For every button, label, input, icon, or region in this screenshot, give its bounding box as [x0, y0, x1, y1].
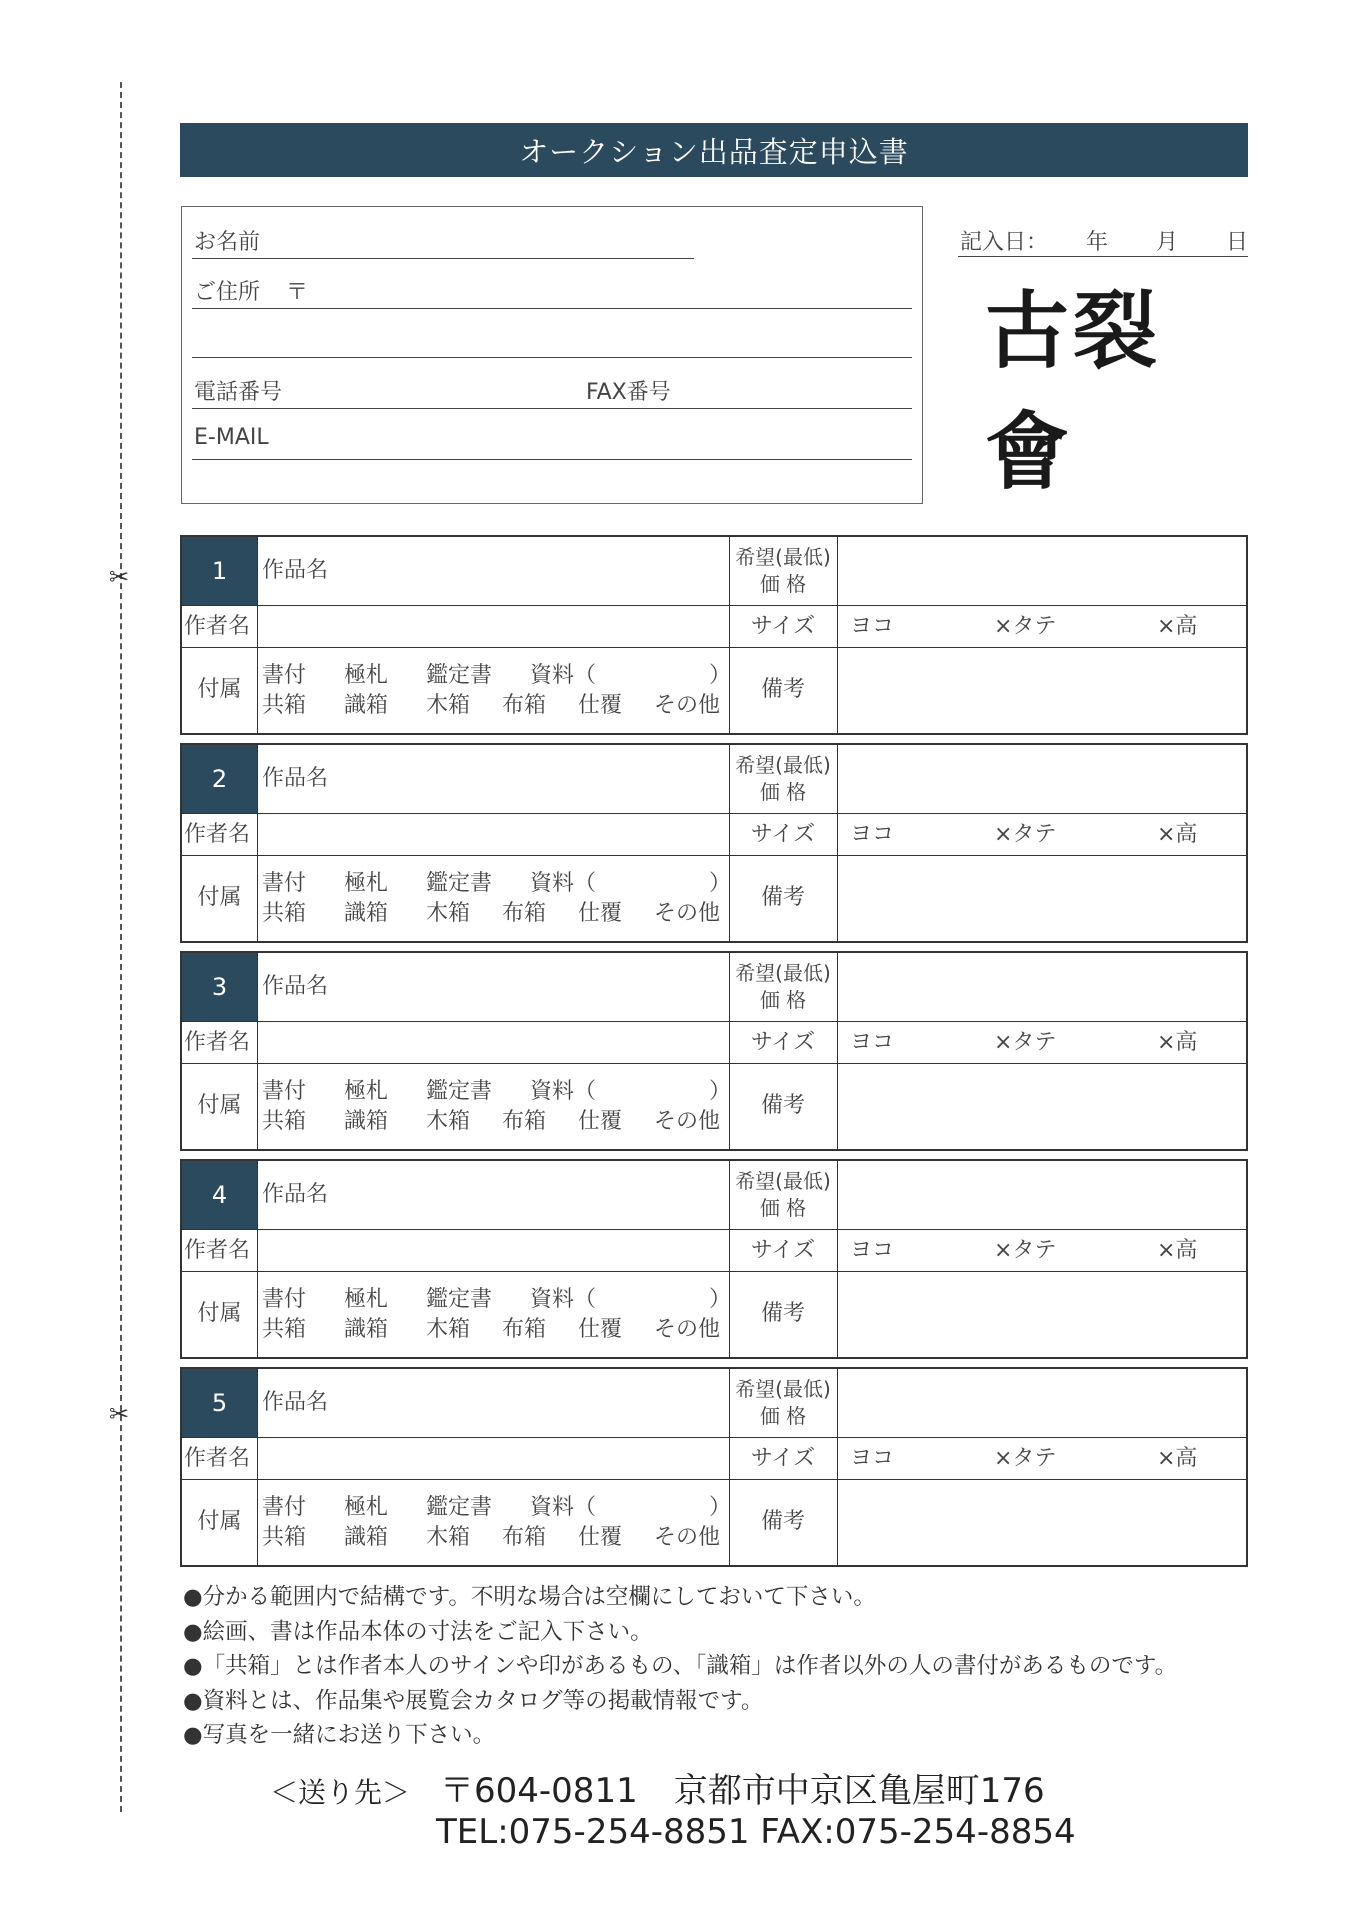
acc-shikibako[interactable]: 識箱 [344, 1525, 389, 1550]
note-item: ●「共箱」とは作者本人のサインや印があるもの、「識箱」は作者以外の人の書付があるものです。 [183, 1653, 1178, 1679]
acc-other[interactable]: その他 [654, 1525, 721, 1550]
acc-kanteisho[interactable]: 鑑定書 [426, 1079, 493, 1104]
item-block-5 [180, 1367, 1248, 1567]
remarks-field[interactable] [839, 856, 1246, 941]
author-field[interactable] [260, 1230, 727, 1270]
price-label-line1: 希望(最低) [735, 1169, 831, 1193]
divider [837, 745, 838, 941]
note-item: ●資料とは、作品集や展覧会カタログ等の掲載情報です。 [183, 1687, 764, 1714]
size-height-label[interactable]: ×タテ [994, 822, 1057, 847]
send-to-street: 京都市中京区亀屋町176 [673, 1771, 1045, 1811]
item-block-2 [180, 743, 1248, 943]
note-item: ●分かる範囲内で結構です。不明な場合は空欄にしておいて下さい。 [183, 1584, 876, 1610]
size-width-label[interactable]: ヨコ [850, 1446, 895, 1471]
email-field[interactable] [192, 459, 912, 460]
remarks-label: 備考 [760, 1093, 805, 1118]
acc-shiryo-close: ） [709, 1287, 732, 1312]
address-label: ご住所 [194, 280, 261, 305]
acc-kakitsuke[interactable]: 書付 [262, 1079, 307, 1104]
remarks-field[interactable] [839, 1480, 1246, 1565]
acc-shiryo[interactable]: 資料（ [530, 871, 597, 896]
acc-kiwamefuda[interactable]: 極札 [344, 663, 389, 688]
form-title: オークション出品査定申込書 [180, 123, 1248, 177]
phone-label: 電話番号 [194, 380, 283, 405]
acc-shiryo[interactable]: 資料（ [530, 1079, 597, 1104]
author-field[interactable] [260, 1438, 727, 1478]
acc-shiryo[interactable]: 資料（ [530, 1495, 597, 1520]
scissors-icon: ✂ [109, 1400, 130, 1428]
date-label: 記入日： [960, 230, 1049, 255]
size-height-label[interactable]: ×タテ [994, 1030, 1057, 1055]
divider [257, 1161, 258, 1357]
divider [257, 1369, 258, 1565]
divider [837, 537, 838, 733]
attached-label: 付属 [197, 1301, 242, 1326]
author-field[interactable] [260, 1022, 727, 1062]
divider [257, 953, 258, 1149]
size-width-label[interactable]: ヨコ [850, 1238, 895, 1263]
size-depth-label[interactable]: ×高 [1157, 1030, 1198, 1055]
acc-shiryo-close: ） [709, 871, 732, 896]
acc-nunobako[interactable]: 布箱 [502, 901, 547, 926]
acc-kanteisho[interactable]: 鑑定書 [426, 871, 493, 896]
work-name-field[interactable] [260, 537, 727, 605]
acc-tomobako[interactable]: 共箱 [262, 1109, 307, 1134]
price-field[interactable] [839, 745, 1246, 813]
item-number: 1 [182, 537, 257, 605]
note-item: ●絵画、書は作品本体の寸法をご記入下さい。 [183, 1618, 653, 1645]
price-field[interactable] [839, 1161, 1246, 1229]
author-field[interactable] [260, 606, 727, 646]
acc-shiryo-close: ） [709, 1495, 732, 1520]
attached-label: 付属 [197, 885, 242, 910]
price-label-line2: 価 格 [759, 1404, 807, 1428]
remarks-field[interactable] [839, 1272, 1246, 1357]
item-block-1 [180, 535, 1248, 735]
divider [837, 1161, 838, 1357]
acc-tomobako[interactable]: 共箱 [262, 693, 307, 718]
work-name-label: 作品名 [262, 1390, 329, 1415]
acc-kibako[interactable]: 木箱 [426, 1109, 471, 1134]
author-label: 作者名 [184, 614, 251, 639]
author-field[interactable] [260, 814, 727, 854]
size-label: サイズ [750, 614, 816, 639]
cut-line [120, 82, 122, 1812]
work-name-field[interactable] [260, 1369, 727, 1437]
price-label-line2: 価 格 [759, 780, 807, 804]
size-label: サイズ [750, 822, 816, 847]
acc-shikibako[interactable]: 識箱 [344, 901, 389, 926]
item-block-3 [180, 951, 1248, 1151]
email-label: E-MAIL [194, 425, 269, 450]
item-number: 4 [182, 1161, 257, 1229]
acc-kakitsuke[interactable]: 書付 [262, 871, 307, 896]
item-number: 5 [182, 1369, 257, 1437]
size-height-label[interactable]: ×タテ [994, 1238, 1057, 1263]
acc-kiwamefuda[interactable]: 極札 [344, 1079, 389, 1104]
size-label: サイズ [750, 1446, 816, 1471]
acc-kakitsuke[interactable]: 書付 [262, 1495, 307, 1520]
date-year: 年 [1086, 230, 1109, 255]
price-label-line1: 希望(最低) [735, 1377, 831, 1401]
address-field-2[interactable] [192, 357, 912, 358]
size-width-label[interactable]: ヨコ [850, 822, 895, 847]
phone-fax-field[interactable] [192, 408, 912, 409]
date-month: 月 [1156, 230, 1179, 255]
acc-kanteisho[interactable]: 鑑定書 [426, 663, 493, 688]
notes [183, 1580, 1253, 1753]
work-name-field[interactable] [260, 745, 727, 813]
work-name-field[interactable] [260, 953, 727, 1021]
address-field-1[interactable] [192, 308, 912, 309]
author-label: 作者名 [184, 1446, 251, 1471]
note-item: ●写真を一緒にお送り下さい。 [183, 1722, 496, 1748]
attached-label: 付属 [197, 677, 242, 702]
acc-kanteisho[interactable]: 鑑定書 [426, 1495, 493, 1520]
divider [837, 1369, 838, 1565]
size-depth-label[interactable]: ×高 [1157, 1446, 1198, 1471]
postal-mark: 〒 [286, 280, 309, 305]
acc-shifuku[interactable]: 仕覆 [578, 1317, 623, 1342]
attached-label: 付属 [197, 1093, 242, 1118]
work-name-field[interactable] [260, 1161, 727, 1229]
acc-tomobako[interactable]: 共箱 [262, 901, 307, 926]
author-label: 作者名 [184, 1030, 251, 1055]
price-label-line2: 価 格 [759, 1196, 807, 1220]
logo: 古裂會 [985, 281, 1162, 501]
size-label: サイズ [750, 1030, 816, 1055]
price-label-line2: 価 格 [759, 988, 807, 1012]
item-block-4 [180, 1159, 1248, 1359]
fax-label: FAX番号 [586, 380, 671, 405]
item-number: 2 [182, 745, 257, 813]
price-label-line1: 希望(最低) [735, 545, 831, 569]
send-to-postal: 〒604-0811 [440, 1771, 638, 1811]
remarks-label: 備考 [760, 677, 805, 702]
acc-other[interactable]: その他 [654, 693, 721, 718]
size-width-label[interactable]: ヨコ [850, 1030, 895, 1055]
acc-shiryo[interactable]: 資料（ [530, 663, 597, 688]
author-label: 作者名 [184, 1238, 251, 1263]
size-width-label[interactable]: ヨコ [850, 614, 895, 639]
date-field[interactable] [958, 225, 1248, 257]
acc-kibako[interactable]: 木箱 [426, 1317, 471, 1342]
acc-other[interactable]: その他 [654, 1317, 721, 1342]
acc-kibako[interactable]: 木箱 [426, 1525, 471, 1550]
acc-shikibako[interactable]: 識箱 [344, 693, 389, 718]
size-height-label[interactable]: ×タテ [994, 614, 1057, 639]
scissors-icon: ✂ [109, 563, 130, 591]
remarks-field[interactable] [839, 1064, 1246, 1149]
remarks-field[interactable] [839, 648, 1246, 733]
acc-shiryo-close: ） [709, 1079, 732, 1104]
acc-other[interactable]: その他 [654, 1109, 721, 1134]
price-label-line2: 価 格 [759, 572, 807, 596]
date-day: 日 [1226, 230, 1249, 255]
work-name-label: 作品名 [262, 766, 329, 791]
acc-kiwamefuda[interactable]: 極札 [344, 1287, 389, 1312]
send-to-address [270, 1763, 1045, 1812]
work-name-label: 作品名 [262, 558, 329, 583]
item-number: 3 [182, 953, 257, 1021]
acc-kiwamefuda[interactable]: 極札 [344, 871, 389, 896]
acc-shikibako[interactable]: 識箱 [344, 1317, 389, 1342]
acc-shifuku[interactable]: 仕覆 [578, 1525, 623, 1550]
acc-other[interactable]: その他 [654, 901, 721, 926]
size-depth-label[interactable]: ×高 [1157, 614, 1198, 639]
divider [837, 953, 838, 1149]
price-label-line1: 希望(最低) [735, 961, 831, 985]
acc-tomobako[interactable]: 共箱 [262, 1525, 307, 1550]
acc-shikibako[interactable]: 識箱 [344, 1109, 389, 1134]
size-depth-label[interactable]: ×高 [1157, 1238, 1198, 1263]
acc-nunobako[interactable]: 布箱 [502, 1525, 547, 1550]
size-label: サイズ [750, 1238, 816, 1263]
acc-shifuku[interactable]: 仕覆 [578, 693, 623, 718]
acc-tomobako[interactable]: 共箱 [262, 1317, 307, 1342]
acc-kakitsuke[interactable]: 書付 [262, 1287, 307, 1312]
acc-nunobako[interactable]: 布箱 [502, 1109, 547, 1134]
acc-shifuku[interactable]: 仕覆 [578, 901, 623, 926]
divider [257, 745, 258, 941]
send-to-contact: TEL:075-254-8851 FAX:075-254-8854 [436, 1812, 1076, 1852]
author-label: 作者名 [184, 822, 251, 847]
acc-shiryo[interactable]: 資料（ [530, 1287, 597, 1312]
work-name-label: 作品名 [262, 1182, 329, 1207]
size-height-label[interactable]: ×タテ [994, 1446, 1057, 1471]
remarks-label: 備考 [760, 1301, 805, 1326]
remarks-label: 備考 [760, 1509, 805, 1534]
acc-kibako[interactable]: 木箱 [426, 901, 471, 926]
remarks-label: 備考 [760, 885, 805, 910]
acc-kibako[interactable]: 木箱 [426, 693, 471, 718]
acc-nunobako[interactable]: 布箱 [502, 1317, 547, 1342]
contact-box [181, 206, 923, 504]
price-field[interactable] [839, 1369, 1246, 1437]
acc-kanteisho[interactable]: 鑑定書 [426, 1287, 493, 1312]
attached-label: 付属 [197, 1509, 242, 1534]
acc-nunobako[interactable]: 布箱 [502, 693, 547, 718]
name-field[interactable] [192, 258, 694, 259]
name-label: お名前 [194, 230, 261, 255]
acc-shiryo-close: ） [709, 663, 732, 688]
size-depth-label[interactable]: ×高 [1157, 822, 1198, 847]
price-field[interactable] [839, 537, 1246, 605]
work-name-label: 作品名 [262, 974, 329, 999]
divider [257, 537, 258, 733]
price-field[interactable] [839, 953, 1246, 1021]
acc-shifuku[interactable]: 仕覆 [578, 1109, 623, 1134]
price-label-line1: 希望(最低) [735, 753, 831, 777]
send-to-label: ＜送り先＞ [270, 1776, 411, 1809]
acc-kiwamefuda[interactable]: 極札 [344, 1495, 389, 1520]
acc-kakitsuke[interactable]: 書付 [262, 663, 307, 688]
